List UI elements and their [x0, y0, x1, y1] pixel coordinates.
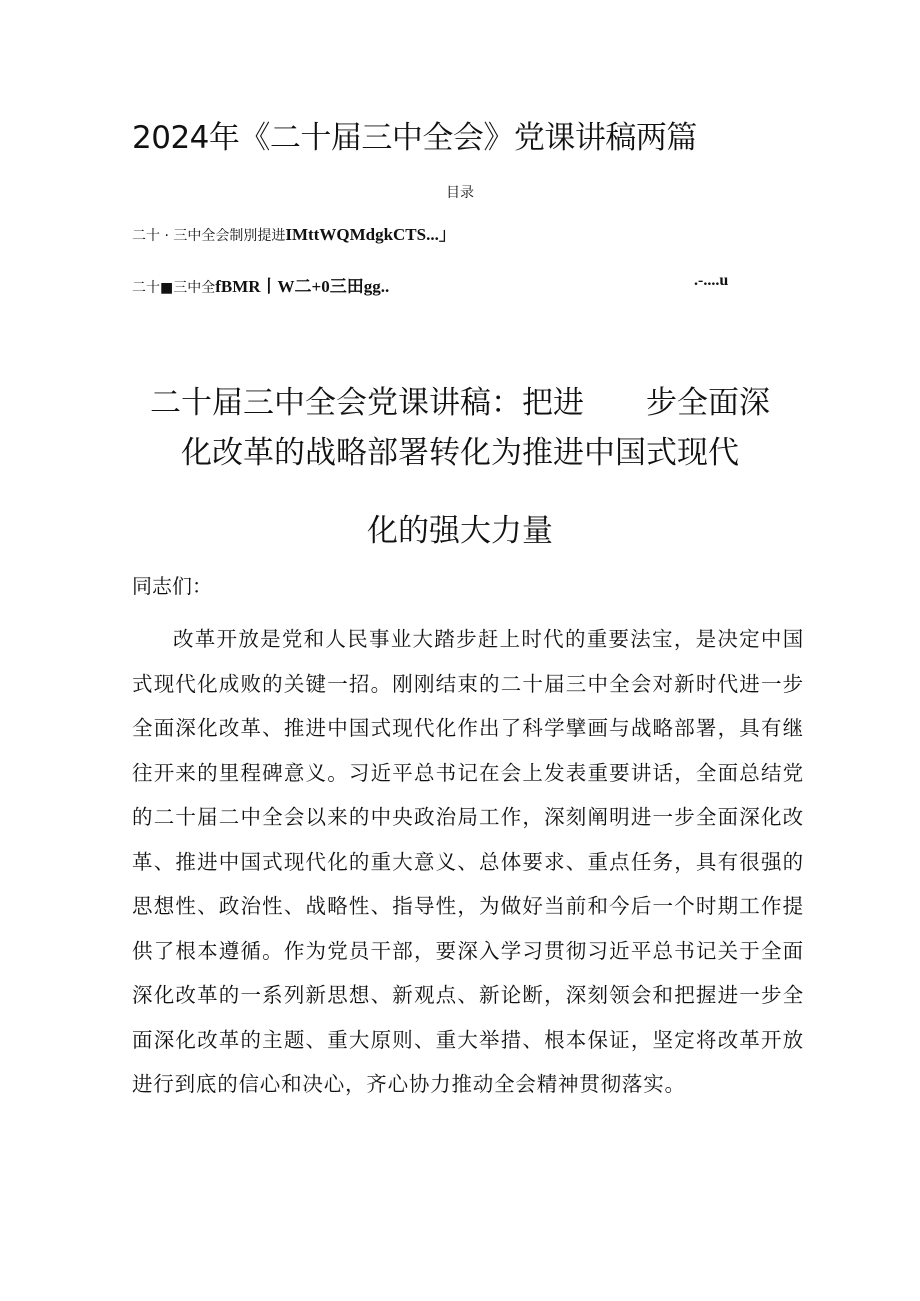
article-title-line3: 化的强大力量: [367, 513, 553, 549]
body-paragraph: 改革开放是党和人民事业大踏步赶上时代的重要法宝，是决定中国式现代化成败的关键一招。刚刚结束的二十届三中全会对新时代进一步全面深化改革、推进中国式现代化作出了科学擘画与战略部署，具有继往开来的里程碑意义。习近平总书记在会上发表重要讲话，全面总结党的二十届二中全会以来的中央政治局工作，深刻阐明进一步全面深化改革、推进中国式现代化的重大意义、总体要求、重点任务，具有很强的思想性、政治性、战略性、指导性，为做好当前和今后一个时期工作提供了根本遵循。作为党员干部，要深入学习贯彻习近平总书记关于全面深化改革的一系列新思想、新观点、新论断，深刻领会和把握进一步全面深化改革的主题、重大原则、重大举措、根本保证，坚定将改革开放进行到底的信心和决心，齐心协力推动全会精神贯彻落实。: [132, 627, 804, 1096]
toc-item-2-latin: fBMR丨W二+0三田gg..: [215, 277, 390, 296]
document-title: 2024年《二十届三中全会》党课讲稿两篇: [132, 120, 697, 156]
article-title-line1: 二十届三中全会党课讲稿：把进 步全面深: [150, 385, 770, 421]
salutation: 同志们：: [132, 574, 212, 598]
toc-item-1[interactable]: [132, 220, 456, 245]
toc-item-2[interactable]: [132, 272, 389, 297]
toc-item-1-latin: IMttWQMdgkCTS...」: [285, 225, 456, 244]
toc-item-2-prefix: 二十■三中全: [132, 280, 216, 296]
article-title: [100, 378, 820, 556]
toc-heading: 目录: [446, 185, 474, 201]
toc-item-2-page: .-....u: [694, 272, 729, 289]
toc-item-1-prefix: 二十 · 三中全会制別提进: [132, 228, 286, 244]
article-title-line2: 化改革的战略部署转化为推进中国式现代: [181, 435, 739, 471]
